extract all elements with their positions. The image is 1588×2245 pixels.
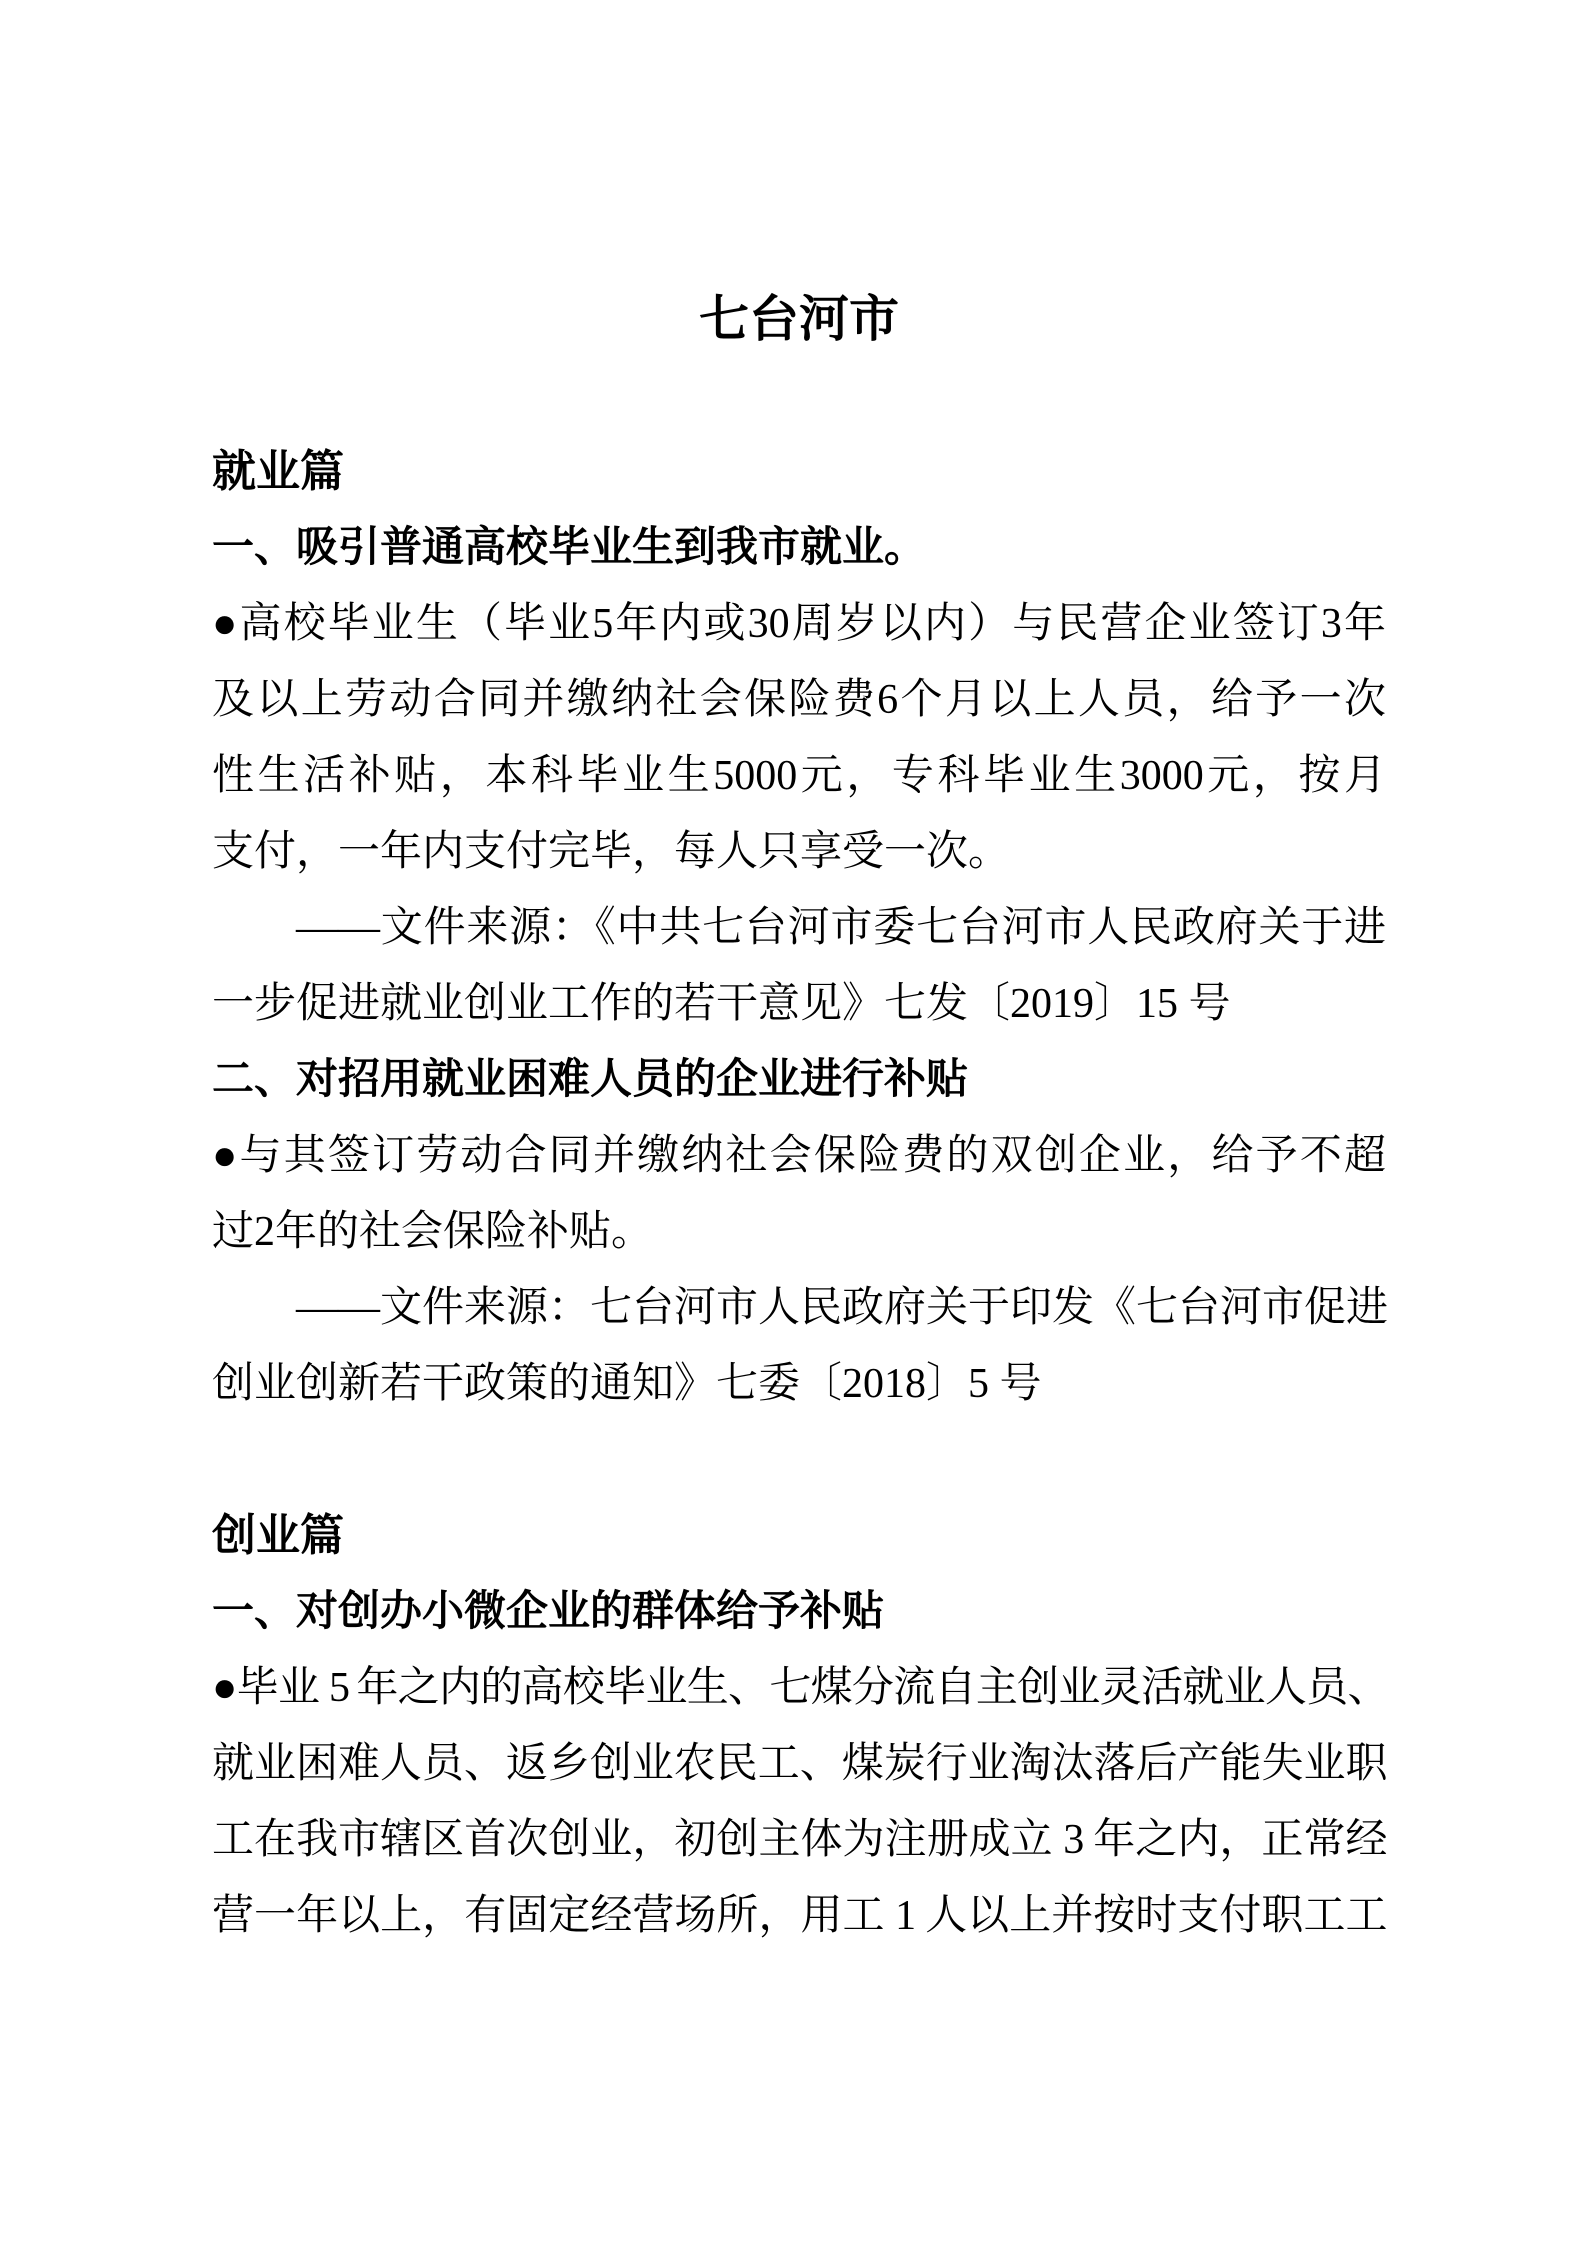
- blank-line: [212, 1422, 1386, 1498]
- source-citation-line: ——文件来源：《中共七台河市委七台河市人民政府关于进: [296, 905, 1386, 951]
- policy-body-line: ●高校毕业生（毕业5年内或30周岁以内）与民营企业签订3年: [212, 601, 1386, 647]
- policy-body-line: ●与其签订劳动合同并缴纳社会保险费的双创企业，给予不超: [212, 1133, 1386, 1179]
- policy-item-heading: 一、对创办小微企业的群体给予补贴: [212, 1589, 885, 1635]
- policy-body-line: 工在我市辖区首次创业，初创主体为注册成立 3 年之内，正常经: [212, 1817, 1386, 1863]
- policy-item-heading: 二、对招用就业困难人员的企业进行补贴: [212, 1057, 969, 1103]
- policy-body-line: 就业困难人员、返乡创业农民工、煤炭行业淘汰落后产能失业职: [212, 1741, 1386, 1787]
- source-citation-line: ——文件来源：七台河市人民政府关于印发《七台河市促进: [296, 1285, 1389, 1331]
- policy-body-line: 及以上劳动合同并缴纳社会保险费6个月以上人员，给予一次: [212, 677, 1386, 723]
- document-title: 七台河市: [699, 291, 899, 347]
- policy-body-line: 性生活补贴，本科毕业生5000元，专科毕业生3000元，按月: [212, 753, 1386, 799]
- policy-body-line: 过2年的社会保险补贴。: [212, 1209, 654, 1255]
- section-heading-employment: 就业篇: [212, 447, 344, 496]
- policy-item-heading: 一、吸引普通高校毕业生到我市就业。: [212, 525, 927, 571]
- source-citation-line: 创业创新若干政策的通知》七委〔2018〕5 号: [212, 1361, 1042, 1407]
- policy-body-line: 支付，一年内支付完毕，每人只享受一次。: [212, 829, 1011, 875]
- policy-body-line: 营一年以上，有固定经营场所，用工 1 人以上并按时支付职工工: [212, 1893, 1386, 1939]
- section-heading-entrepreneurship: 创业篇: [212, 1511, 344, 1560]
- policy-body-line: ●毕业 5 年之内的高校毕业生、七煤分流自主创业灵活就业人员、: [212, 1665, 1386, 1711]
- source-citation-line: 一步促进就业创业工作的若干意见》七发〔2019〕15 号: [212, 981, 1231, 1027]
